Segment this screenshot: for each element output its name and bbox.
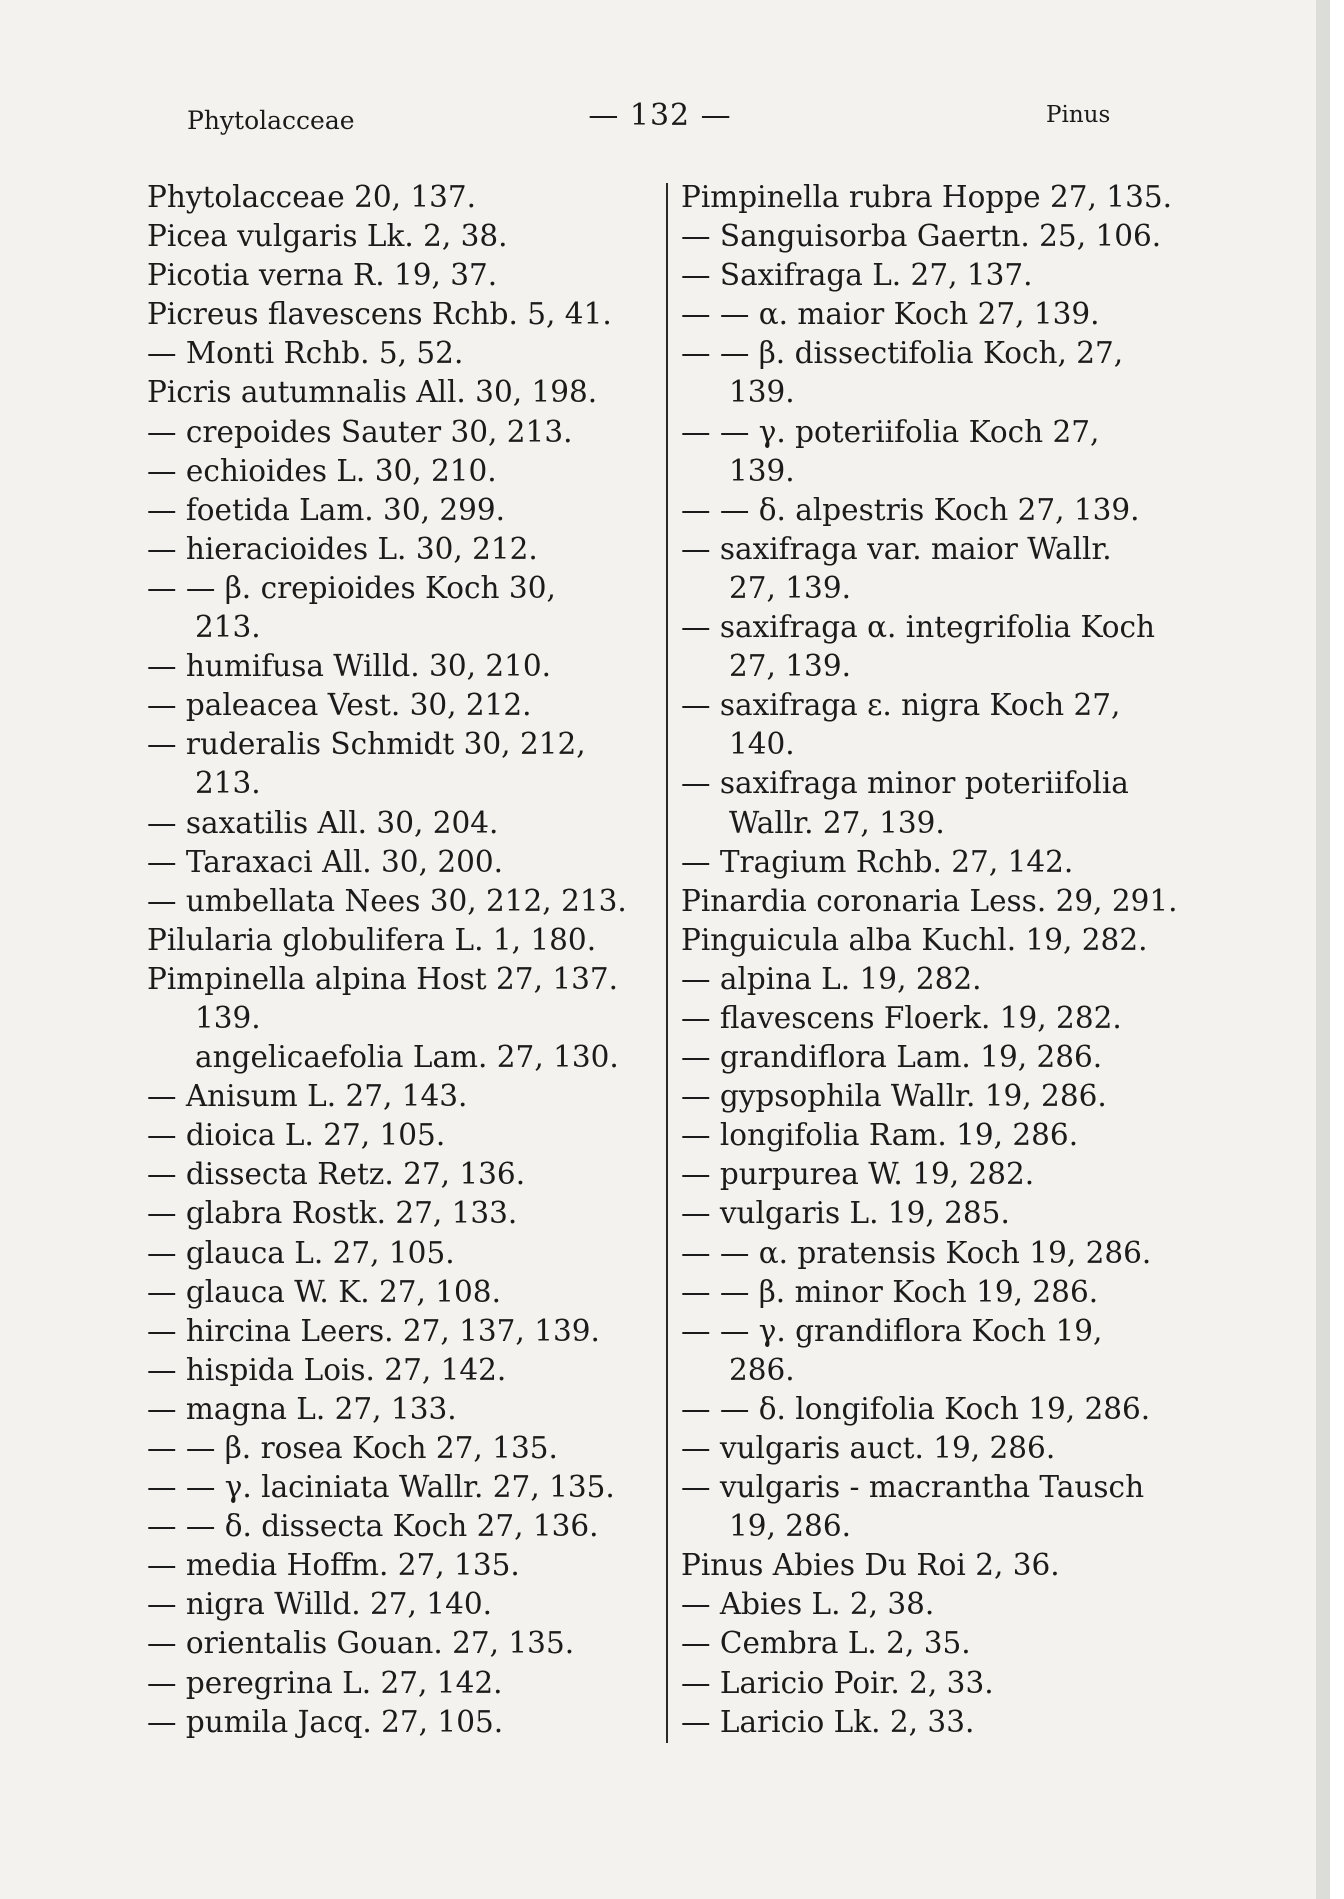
- page-number: — 132 —: [588, 98, 732, 133]
- index-entry: — — β. minor Koch 19, 286.: [681, 1274, 1099, 1309]
- index-entry: — saxifraga minor poteriifolia: [681, 766, 1129, 801]
- index-entry: 286.: [729, 1352, 795, 1387]
- index-entry: — magna L. 27, 133.: [147, 1391, 457, 1426]
- index-entry: 140.: [729, 727, 795, 762]
- index-entry: — saxifraga var. maior Wallr.: [681, 531, 1112, 566]
- column-divider: [666, 183, 668, 1743]
- index-entry: — hispida Lois. 27, 142.: [147, 1352, 507, 1387]
- index-entry: Pimpinella alpina Host 27, 137.: [147, 961, 619, 996]
- index-entry: — — δ. dissecta Koch 27, 136.: [147, 1509, 599, 1544]
- index-entry: — flavescens Floerk. 19, 282.: [681, 1000, 1122, 1035]
- index-entry: — pumila Jacq. 27, 105.: [147, 1704, 504, 1739]
- index-entry: Picea vulgaris Lk. 2, 38.: [147, 219, 508, 254]
- index-column-left: [147, 178, 667, 1742]
- running-header: [0, 98, 1330, 138]
- index-entry: Pilularia globulifera L. 1, 180.: [147, 922, 597, 957]
- index-entry: 19, 286.: [729, 1509, 851, 1544]
- index-entry: — saxifraga ε. nigra Koch 27,: [681, 688, 1121, 723]
- index-entry: — vulgaris - macrantha Tausch: [681, 1470, 1145, 1505]
- index-entry: — — β. dissectifolia Koch, 27,: [681, 336, 1124, 371]
- index-entry: Pimpinella rubra Hoppe 27, 135.: [681, 180, 1172, 214]
- index-entry: — Anisum L. 27, 143.: [147, 1079, 468, 1114]
- index-entry: 213.: [195, 610, 261, 645]
- index-entry: 139.: [729, 453, 795, 488]
- index-entry: Wallr. 27, 139.: [729, 805, 945, 840]
- index-entry: 27, 139.: [729, 570, 851, 605]
- index-entry: Pinguicula alba Kuchl. 19, 282.: [681, 922, 1148, 957]
- index-entry: — nigra Willd. 27, 140.: [147, 1587, 492, 1622]
- index-entry: — grandiflora Lam. 19, 286.: [681, 1040, 1103, 1075]
- index-entry: — echioides L. 30, 210.: [147, 453, 497, 488]
- index-entry: — Sanguisorba Gaertn. 25, 106.: [681, 219, 1162, 254]
- index-entry: — humifusa Willd. 30, 210.: [147, 649, 552, 684]
- index-entry: — ruderalis Schmidt 30, 212,: [147, 727, 586, 762]
- index-entry: — — δ. alpestris Koch 27, 139.: [681, 492, 1140, 527]
- index-entry: — Laricio Lk. 2, 33.: [681, 1704, 975, 1739]
- index-entry: — — δ. longifolia Koch 19, 286.: [681, 1391, 1151, 1426]
- index-entry: — Taraxaci All. 30, 200.: [147, 844, 504, 879]
- index-entry: 139.: [195, 1000, 261, 1035]
- index-entry: — Cembra L. 2, 35.: [681, 1626, 971, 1661]
- index-entry: — peregrina L. 27, 142.: [147, 1665, 503, 1700]
- index-entry: — umbellata Nees 30, 212, 213.: [147, 883, 627, 918]
- index-entry: — glauca L. 27, 105.: [147, 1235, 455, 1270]
- index-entry: 213.: [195, 766, 261, 801]
- index-entry: — media Hoffm. 27, 135.: [147, 1548, 520, 1583]
- index-entry: — orientalis Gouan. 27, 135.: [147, 1626, 575, 1661]
- index-entry: — glauca W. K. 27, 108.: [147, 1274, 501, 1309]
- index-entry: — hircina Leers. 27, 137, 139.: [147, 1313, 600, 1348]
- index-entry: — Saxifraga L. 27, 137.: [681, 258, 1033, 293]
- index-entry: Picris autumnalis All. 30, 198.: [147, 375, 598, 410]
- index-entry: — saxifraga α. integrifolia Koch: [681, 610, 1156, 645]
- index-entry: — dioica L. 27, 105.: [147, 1118, 446, 1153]
- index-entry: — dissecta Retz. 27, 136.: [147, 1157, 526, 1192]
- index-entry: — — β. rosea Koch 27, 135.: [147, 1431, 558, 1465]
- index-entry: — purpurea W. 19, 282.: [681, 1157, 1035, 1192]
- index-entry: 27, 139.: [729, 649, 851, 684]
- index-entry: Pinus Abies Du Roi 2, 36.: [681, 1548, 1060, 1583]
- index-entry: — glabra Rostk. 27, 133.: [147, 1196, 518, 1231]
- index-entry: — longifolia Ram. 19, 286.: [681, 1118, 1079, 1153]
- index-entry: — — γ. poteriifolia Koch 27,: [681, 414, 1100, 449]
- index-entry: — — α. pratensis Koch 19, 286.: [681, 1235, 1152, 1270]
- index-entry: — — γ. grandiflora Koch 19,: [681, 1313, 1103, 1348]
- index-entry: — hieracioides L. 30, 212.: [147, 531, 538, 566]
- index-entry: Phytolacceae 20, 137.: [147, 180, 477, 214]
- index-entry: — saxatilis All. 30, 204.: [147, 805, 499, 840]
- index-entry: — paleacea Vest. 30, 212.: [147, 688, 532, 723]
- index-entry: — alpina L. 19, 282.: [681, 961, 982, 996]
- index-entry: — gypsophila Wallr. 19, 286.: [681, 1079, 1107, 1114]
- index-entry: — foetida Lam. 30, 299.: [147, 492, 506, 527]
- index-entry: — — α. maior Koch 27, 139.: [681, 297, 1100, 332]
- page-edge: [1316, 0, 1330, 1899]
- running-head-left: Phytolacceae: [187, 106, 355, 135]
- index-entry: — Laricio Poir. 2, 33.: [681, 1665, 994, 1700]
- index-column-right: [681, 178, 1221, 1742]
- index-entry: Pinardia coronaria Less. 29, 291.: [681, 883, 1178, 918]
- index-entry: Picotia verna R. 19, 37.: [147, 258, 498, 293]
- running-head-right: Pinus: [1046, 102, 1111, 128]
- index-entry: — vulgaris auct. 19, 286.: [681, 1431, 1056, 1465]
- index-entry: — Monti Rchb. 5, 52.: [147, 336, 464, 371]
- index-entry: — — β. crepioides Koch 30,: [147, 570, 556, 605]
- index-entry: 139.: [729, 375, 795, 410]
- index-entry: — Tragium Rchb. 27, 142.: [681, 844, 1074, 879]
- index-entry: — — γ. laciniata Wallr. 27, 135.: [147, 1470, 615, 1505]
- index-entry: — crepoides Sauter 30, 213.: [147, 414, 573, 449]
- index-entry: angelicaefolia Lam. 27, 130.: [195, 1040, 619, 1075]
- index-entry: — vulgaris L. 19, 285.: [681, 1196, 1010, 1231]
- index-entry: Picreus flavescens Rchb. 5, 41.: [147, 297, 612, 332]
- index-entry: — Abies L. 2, 38.: [681, 1587, 935, 1622]
